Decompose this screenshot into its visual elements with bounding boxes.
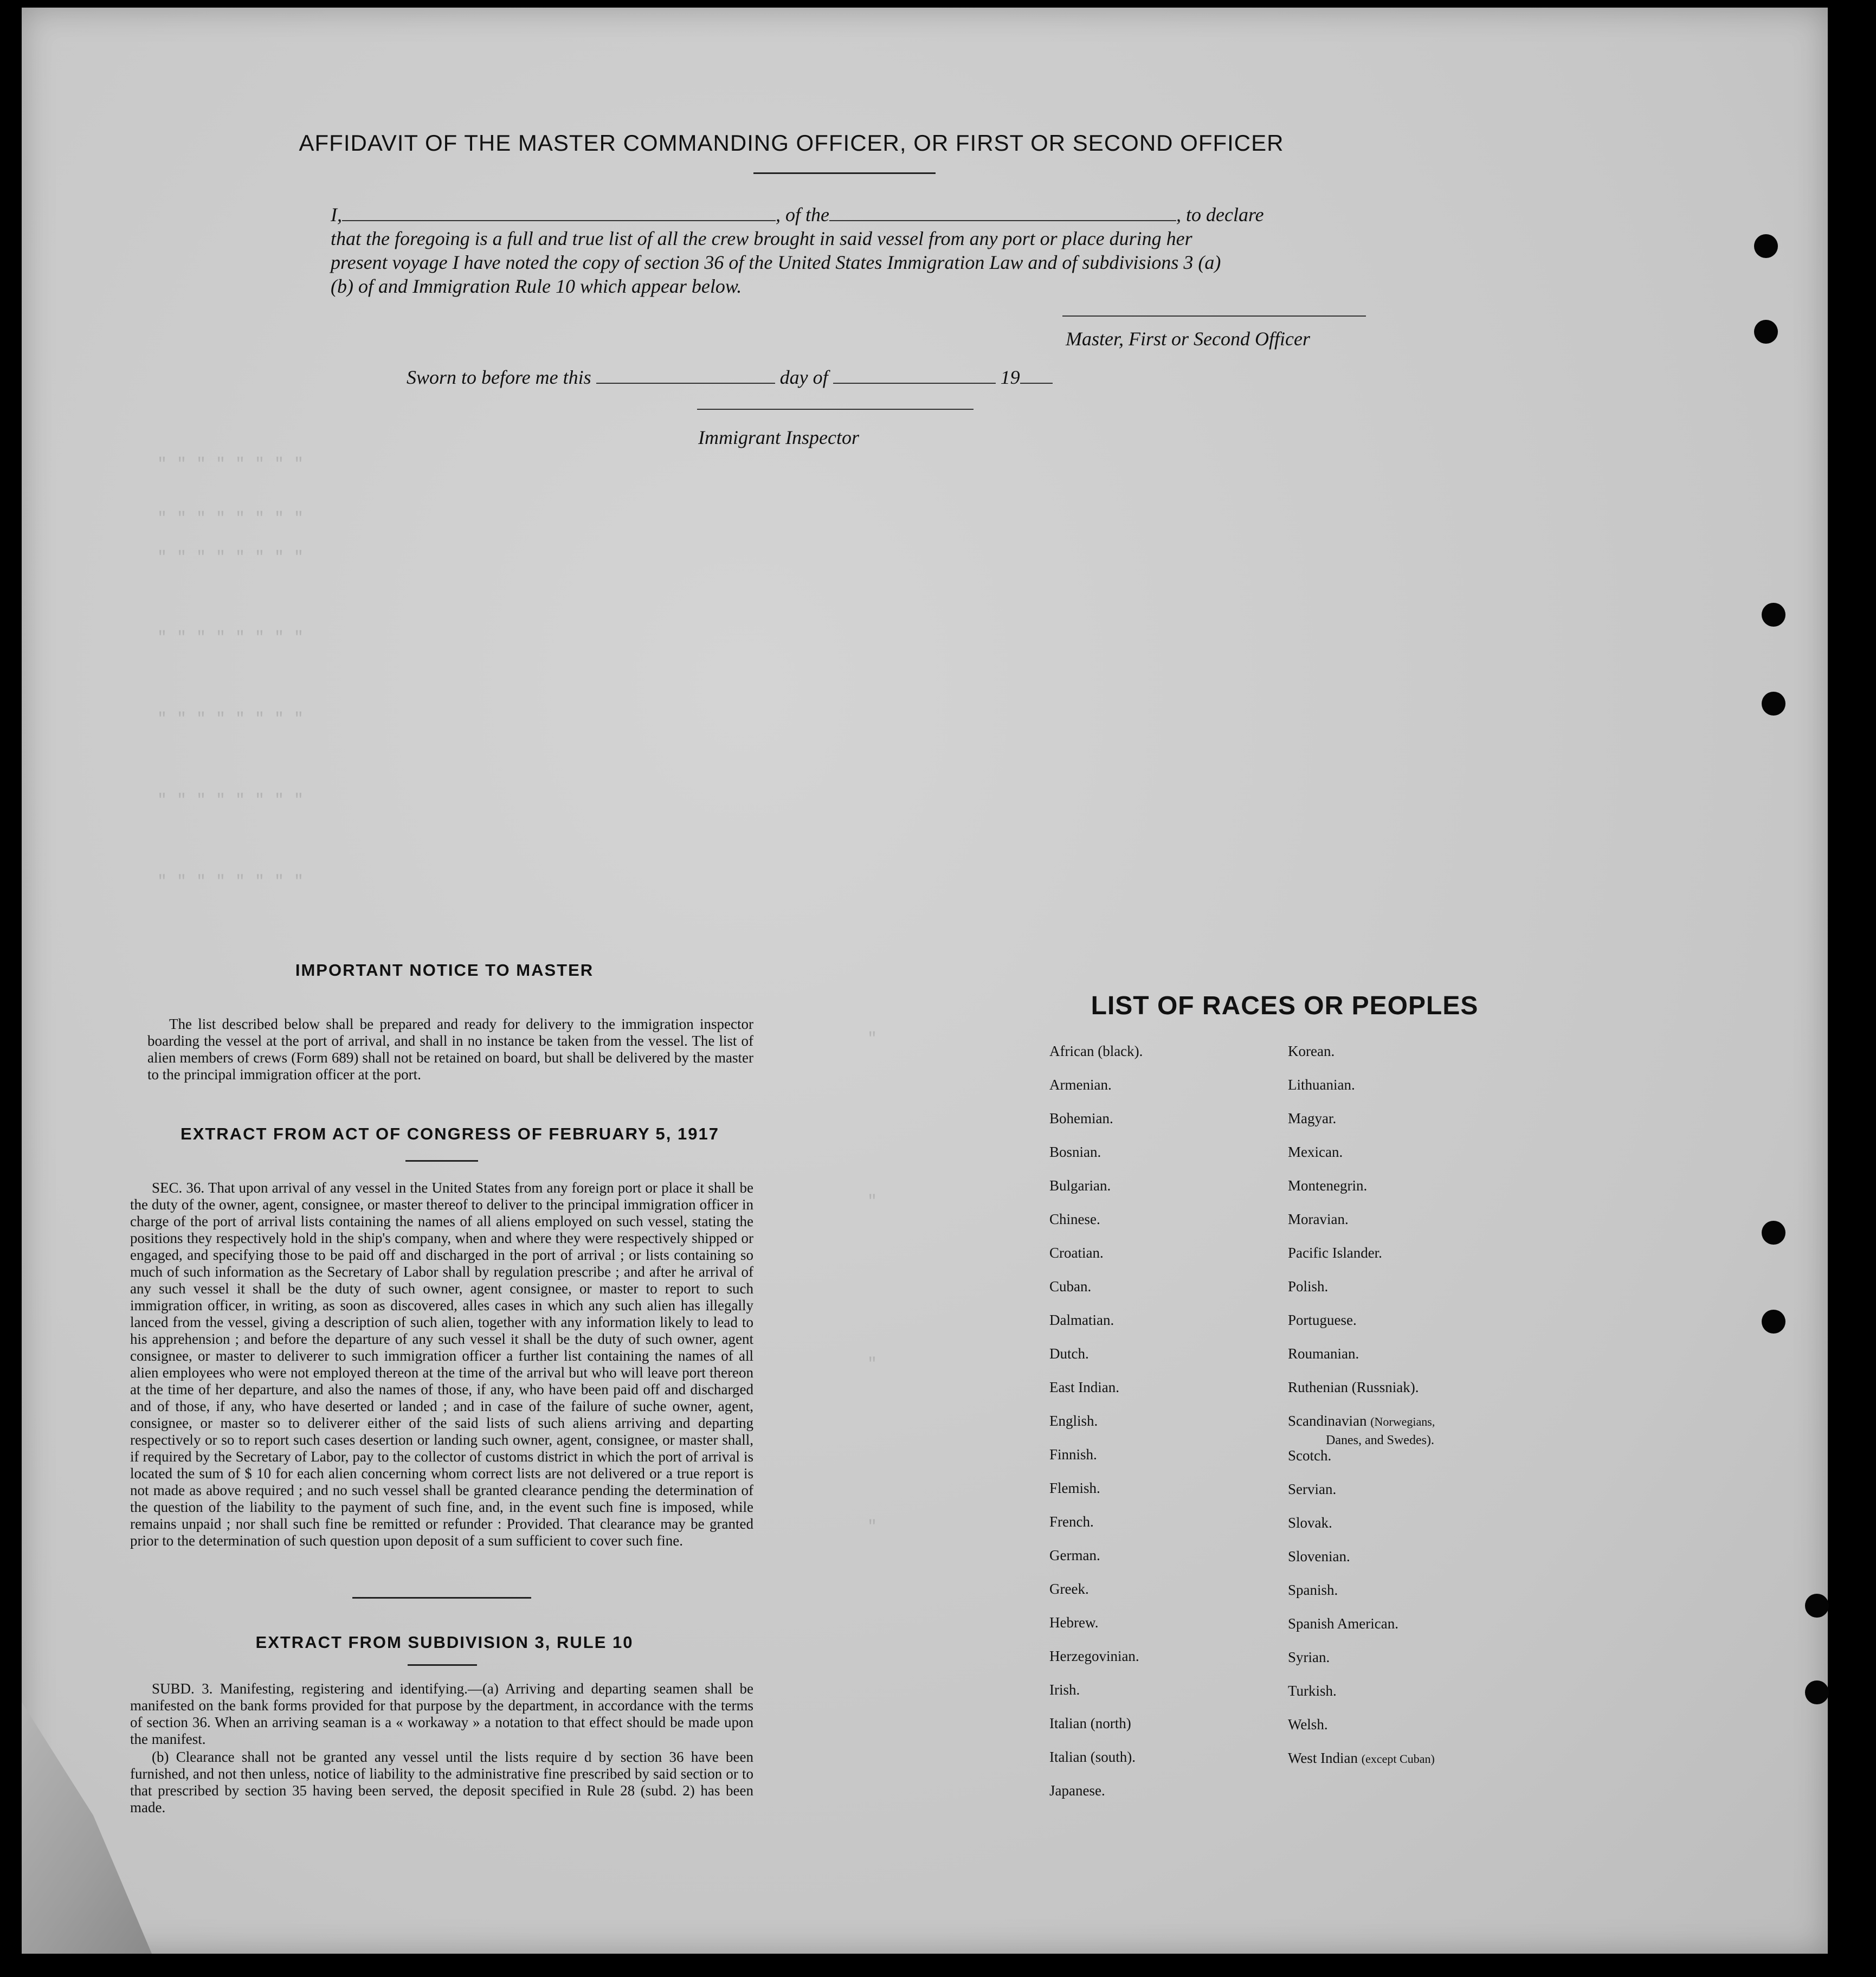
race-name: African (black). xyxy=(1049,1043,1143,1059)
race-item xyxy=(1288,1244,1435,1277)
race-name: German. xyxy=(1049,1547,1100,1563)
race-name: Armenian. xyxy=(1049,1077,1112,1093)
affidavit-i-label: I, xyxy=(331,204,342,226)
race-item xyxy=(1288,1581,1435,1614)
race-item xyxy=(1049,1210,1143,1244)
race-name: Irish. xyxy=(1049,1682,1080,1698)
act-section-36-paragraph: SEC. 36. That upon arrival of any vessel in the United States from any foreign port or place it shall be the duty of the owner, agent, consignee, or master thereof to deliver to the principal immigration officer in charge of the port of arrival lists containing the names of all aliens employed on such vessel, stating the positions they respectively hold in the ship's company, when and where they were respectively shipped or engaged, and specifying those to be paid off and discharged in the port of arrival ; or lists containing so much of such information as the Secretary of Labor shall by regulation prescribe ; and after he arrival of any such vessel it shall be the duty of such owner, agent consignee, or master to report to such immigration officer, in writing, as soon as discovered, alles cases in which any such alien has illegally lanced from the vessel, giving a description of such alien, together with any information likely to lead to his apprehension ; and before the departure of any such vessel it shall be the duty of such owner, agent consignee, or master to deliverer to such immigration officer a further list containing the names of all alien employees who were not employed thereon at the time of the arrival but who will leave port thereon at the time of her departure, and also the names of those, if any, who have been paid off and discharged and of those, if any, who have deserted or landed ; and in case of the failure of suche owner, agent, consignee, or master so to deliverer either of the said lists of such aliens arriving and departing respectively or so to report such cases desertion or landing such owner, agent, consignee, or master shall, if required by the Secretary of Labor, pay to the collector of customs district in which the port of arrival is located the sum of $ 10 for each alien concerning whom correct lists are not delivered or a true report is not made as above required ; and no such vessel shall be granted clearance pending the determination of the question of the liability to the payment of such fine, and, in the event such fine is imposed, while remains unpaid ; nor shall such fine be remitted or refunder : Provided. That clearance may be granted prior to the determination of such question upon deposit of a sum sufficient to cover such fine. xyxy=(130,1180,753,1549)
race-name: Italian (north) xyxy=(1049,1715,1131,1731)
race-name: Bulgarian. xyxy=(1049,1177,1111,1194)
race-item xyxy=(1049,1512,1143,1546)
race-item xyxy=(1288,1749,1435,1782)
race-item xyxy=(1288,1648,1435,1682)
race-name: Moravian. xyxy=(1288,1211,1349,1227)
race-item xyxy=(1049,1143,1143,1176)
race-item xyxy=(1288,1344,1435,1378)
race-item xyxy=(1288,1614,1435,1648)
race-item xyxy=(1049,1378,1143,1412)
affidavit-text-line-3: present voyage I have noted the copy of section 36 of the United States Immigration Law and of subdivisions 3 (a) xyxy=(331,252,1221,273)
race-name: Ruthenian (Russniak). xyxy=(1288,1379,1419,1395)
race-name: Portuguese. xyxy=(1288,1312,1357,1328)
race-name: Dutch. xyxy=(1049,1345,1089,1362)
race-name: Syrian. xyxy=(1288,1649,1330,1665)
officer-name-field[interactable] xyxy=(342,204,776,221)
race-item xyxy=(1288,1109,1435,1143)
race-item xyxy=(1049,1748,1143,1781)
race-name: Flemish. xyxy=(1049,1480,1100,1496)
sworn-day-of: day of xyxy=(779,366,828,388)
race-name: Korean. xyxy=(1288,1043,1335,1059)
punch-hole xyxy=(1754,320,1778,344)
race-name: Lithuanian. xyxy=(1288,1077,1355,1093)
right-margin xyxy=(1828,0,1876,1977)
race-name: Polish. xyxy=(1288,1278,1329,1295)
race-name: Scandinavian xyxy=(1288,1413,1367,1429)
race-name: West Indian xyxy=(1288,1750,1358,1766)
race-item xyxy=(1288,1176,1435,1210)
race-item xyxy=(1049,1277,1143,1311)
race-item xyxy=(1049,1546,1143,1580)
race-name: Servian. xyxy=(1288,1481,1337,1497)
race-item xyxy=(1049,1479,1143,1512)
race-item xyxy=(1049,1412,1143,1445)
race-item xyxy=(1049,1344,1143,1378)
race-item xyxy=(1288,1547,1435,1581)
affidavit-of-the-label: , of the xyxy=(776,204,829,226)
punch-hole xyxy=(1762,692,1785,716)
race-name: Montenegrin. xyxy=(1288,1177,1368,1194)
left-margin xyxy=(0,0,22,1977)
race-name: English. xyxy=(1049,1413,1098,1429)
bottom-margin xyxy=(0,1954,1876,1977)
race-item xyxy=(1049,1445,1143,1479)
race-name: Slovenian. xyxy=(1288,1548,1350,1564)
race-name: Magyar. xyxy=(1288,1110,1337,1126)
race-name: Mexican. xyxy=(1288,1144,1343,1160)
race-item xyxy=(1288,1514,1435,1547)
notice-text xyxy=(147,1016,753,1084)
sworn-year-field[interactable] xyxy=(1020,366,1053,384)
race-name: Welsh. xyxy=(1288,1716,1328,1733)
race-item xyxy=(1049,1109,1143,1143)
title-underline xyxy=(753,172,936,174)
act-heading-underline xyxy=(405,1160,478,1162)
races-right-column xyxy=(1288,1042,1435,1782)
punch-hole xyxy=(1762,603,1785,627)
act-extract-text xyxy=(130,1180,753,1550)
rule-extract-text xyxy=(130,1680,753,1817)
scandinavian-note-2: Danes, and Swedes). xyxy=(1326,1433,1434,1447)
vessel-name-field[interactable] xyxy=(829,204,1176,221)
race-name: Spanish. xyxy=(1288,1582,1338,1598)
sworn-year-prefix: 19 xyxy=(1000,366,1020,388)
race-name: Pacific Islander. xyxy=(1288,1245,1382,1261)
notice-heading: IMPORTANT NOTICE TO MASTER xyxy=(295,961,594,980)
sworn-month-field[interactable] xyxy=(833,366,996,384)
race-item xyxy=(1288,1480,1435,1514)
scandinavian-note: (Norwegians, xyxy=(1370,1415,1435,1428)
race-name: Turkish. xyxy=(1288,1683,1337,1699)
notice-paragraph: The list described below shall be prepared and ready for delivery to the immigration inspector boarding the vessel at the port of arrival, and shall in no instance be taken from the vessel. The list of alien members of crews (Form 689) shall not be retained on board, but shall be delivered by the master to the principal immigration officer at the port. xyxy=(147,1016,753,1083)
race-item xyxy=(1049,1714,1143,1748)
sworn-day-field[interactable] xyxy=(596,366,775,384)
race-name: Greek. xyxy=(1049,1581,1089,1597)
west-indian-note: (except Cuban) xyxy=(1361,1752,1435,1766)
rule-subdivision-b: (b) Clearance shall not be granted any vessel until the lists require d by section 36 have been furnished, and not then unless, notice of liability to the administrative fine prescribed by said section or to that prescribed by section 35 having been served, the deposit specified in Rule 28 (subd. 2) has been made. xyxy=(130,1749,753,1815)
document-page xyxy=(22,8,1828,1954)
race-name: Cuban. xyxy=(1049,1278,1092,1295)
race-item xyxy=(1049,1680,1143,1714)
race-name: Bosnian. xyxy=(1049,1144,1101,1160)
race-name: Scotch. xyxy=(1288,1447,1332,1464)
race-name: Slovak. xyxy=(1288,1515,1332,1531)
rule-heading-underline xyxy=(408,1664,477,1666)
race-name: Herzegovinian. xyxy=(1049,1648,1139,1664)
race-item xyxy=(1288,1076,1435,1109)
race-name: Italian (south). xyxy=(1049,1749,1136,1765)
race-item xyxy=(1049,1781,1143,1815)
race-item xyxy=(1049,1580,1143,1613)
race-name: Chinese. xyxy=(1049,1211,1100,1227)
race-name: Hebrew. xyxy=(1049,1614,1099,1631)
punch-hole xyxy=(1754,234,1778,258)
master-signature-label: Master, First or Second Officer xyxy=(1066,328,1310,350)
race-item xyxy=(1288,1682,1435,1715)
rule-subdivision-a: SUBD. 3. Manifesting, registering and identifying.—(a) Arriving and departing seamen shall be manifested on the bank forms provided for that purpose by the department, in accordance with the terms of section 36. When an arriving seaman is a « workaway » a notation to that effect should be made upon the manifest. xyxy=(130,1680,753,1747)
inspector-signature-label: Immigrant Inspector xyxy=(698,427,859,448)
race-item xyxy=(1288,1446,1435,1480)
scandinavian-note-line-2 xyxy=(1288,1430,1435,1446)
punch-hole xyxy=(1762,1221,1785,1245)
affidavit-title: AFFIDAVIT OF THE MASTER COMMANDING OFFICER, OR FIRST OR SECOND OFFICER xyxy=(299,130,1284,156)
race-name: Japanese. xyxy=(1049,1782,1105,1799)
rule-extract-heading: EXTRACT FROM SUBDIVISION 3, RULE 10 xyxy=(255,1633,634,1652)
affidavit-declaration-line xyxy=(331,203,1361,227)
race-item xyxy=(1049,1613,1143,1647)
punch-hole xyxy=(1762,1310,1785,1334)
race-item xyxy=(1049,1244,1143,1277)
sworn-prefix: Sworn to before me this xyxy=(407,366,591,388)
race-item xyxy=(1288,1378,1435,1412)
race-name: French. xyxy=(1049,1514,1094,1530)
race-name: Roumanian. xyxy=(1288,1345,1359,1362)
race-item xyxy=(1049,1176,1143,1210)
race-item xyxy=(1288,1715,1435,1749)
master-signature-field[interactable] xyxy=(1062,299,1366,317)
races-left-column xyxy=(1049,1042,1143,1815)
race-name: Dalmatian. xyxy=(1049,1312,1114,1328)
race-item xyxy=(1049,1076,1143,1109)
race-item xyxy=(1049,1311,1143,1344)
race-item xyxy=(1049,1647,1143,1680)
race-item xyxy=(1288,1311,1435,1344)
race-item xyxy=(1288,1210,1435,1244)
race-item xyxy=(1288,1143,1435,1176)
act-closing-rule xyxy=(352,1597,531,1599)
race-name: Spanish American. xyxy=(1288,1615,1398,1632)
act-extract-heading: EXTRACT FROM ACT OF CONGRESS OF FEBRUARY 5, 1917 xyxy=(180,1124,719,1143)
inspector-signature-field[interactable] xyxy=(697,392,974,410)
race-name: Bohemian. xyxy=(1049,1110,1113,1126)
race-name: East Indian. xyxy=(1049,1379,1119,1395)
punch-hole xyxy=(1805,1594,1829,1618)
affidavit-text-line-2: that the foregoing is a full and true list of all the crew brought in said vessel from any port or place during her xyxy=(331,228,1192,249)
race-item xyxy=(1049,1042,1143,1076)
races-heading: LIST OF RACES OR PEOPLES xyxy=(1091,991,1479,1020)
race-item xyxy=(1288,1412,1435,1430)
race-item xyxy=(1288,1042,1435,1076)
punch-hole xyxy=(1805,1680,1829,1704)
race-item xyxy=(1288,1277,1435,1311)
race-name: Croatian. xyxy=(1049,1245,1104,1261)
race-name: Finnish. xyxy=(1049,1446,1097,1463)
sworn-line xyxy=(407,365,1436,389)
affidavit-text-line-4: (b) of and Immigration Rule 10 which appear below. xyxy=(331,275,742,297)
affidavit-to-declare-label: , to declare xyxy=(1176,204,1264,226)
